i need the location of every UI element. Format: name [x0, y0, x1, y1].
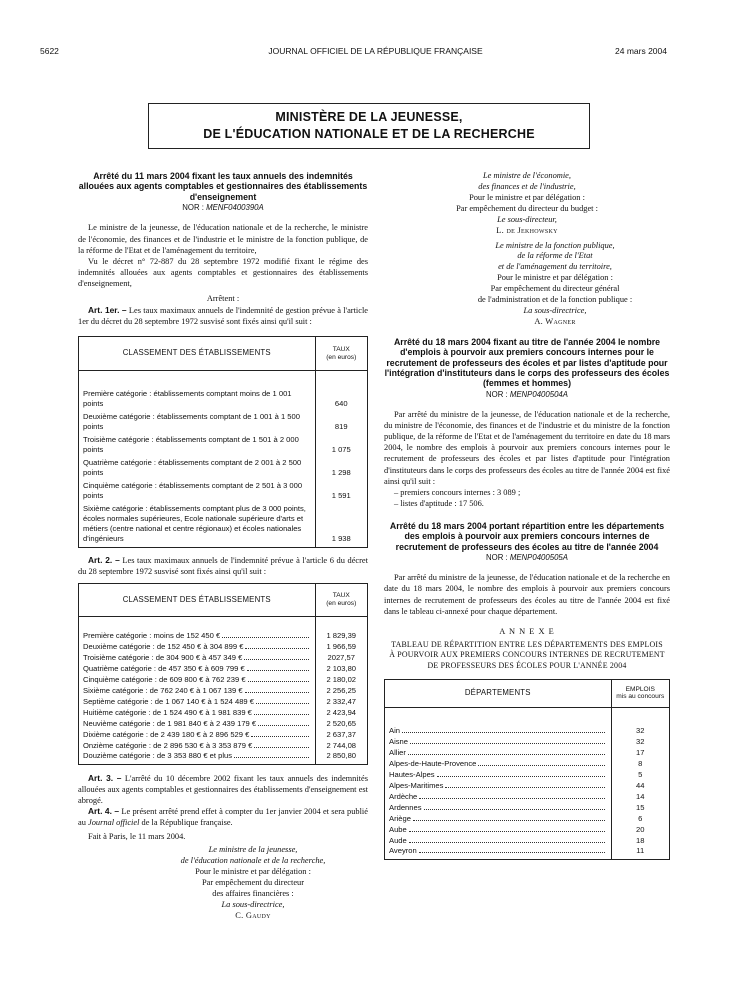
row-label: Dixième catégorie : de 2 439 180 € à 2 896 529 €: [83, 729, 250, 739]
table-row: [385, 802, 669, 813]
journal-title: JOURNAL OFFICIEL DE LA RÉPUBLIQUE FRANÇAISE: [268, 46, 483, 56]
ministry-heading: [148, 103, 590, 149]
row-label: Aisne: [389, 736, 408, 746]
row-label-cell: [385, 824, 611, 835]
signature-block-3: [384, 241, 670, 328]
row-label-cell: [79, 455, 315, 478]
row-label: Onzième catégorie : de 2 896 530 € à 3 353 879 €: [83, 740, 253, 750]
arrete-2-list: [384, 487, 670, 509]
row-label: Deuxième catégorie : établissements comptant de 1 001 à 1 500 points: [83, 411, 300, 431]
dot-leader: [410, 743, 605, 744]
row-label: Sixième catégorie : de 762 240 € à 1 067 139 €: [83, 685, 243, 695]
table-row: [79, 685, 367, 696]
row-label-cell: [79, 641, 315, 652]
row-value: 2 256,25: [326, 685, 357, 695]
row-value: 819: [334, 421, 348, 431]
signature-line: Le ministre de l'économie,: [482, 171, 571, 180]
arrete-2-nor: [384, 390, 670, 400]
nor-label: NOR :: [182, 203, 207, 213]
dot-leader: [256, 703, 309, 704]
signature-line: Le sous-directeur,: [497, 214, 557, 224]
table-1-header-taux: [315, 337, 367, 370]
dot-leader: [409, 831, 605, 832]
fait-a-paris: Fait à Paris, le 11 mars 2004.: [88, 832, 186, 842]
page-number: 5622: [40, 46, 59, 56]
table-row: [79, 455, 367, 478]
list-item-listes: – listes d'aptitude : 17 506.: [394, 498, 484, 508]
nor-code: MENF0400390A: [206, 203, 264, 213]
signature-line: de la réforme de l'Etat: [517, 251, 593, 261]
rates-table-1-grid: [79, 337, 367, 547]
rates-table-2-grid: [79, 584, 367, 764]
row-label-cell: [385, 780, 611, 791]
taux-unit: (en euros): [326, 599, 357, 607]
row-label: Cinquième catégorie : de 609 800 € à 762 239 €: [83, 674, 246, 684]
table-row: [79, 432, 367, 455]
row-label: Hautes-Alpes: [389, 769, 435, 779]
table-1-header-classement: CLASSEMENT DES ÉTABLISSEMENTS: [79, 337, 315, 370]
row-label-cell: [385, 813, 611, 824]
row-label: Ardèche: [389, 791, 418, 801]
article-4-journal: Journal officiel: [88, 818, 140, 828]
row-value: 6: [638, 813, 643, 823]
dot-leader: [254, 747, 308, 748]
row-label-cell: [385, 758, 611, 769]
nor-code: MENP0400504A: [509, 389, 568, 399]
right-column: [384, 171, 670, 860]
dot-leader: [419, 852, 605, 853]
row-label-cell: [385, 846, 611, 859]
taux-unit: (en euros): [326, 353, 357, 361]
issue-date: 24 mars 2004: [615, 46, 667, 56]
row-label: Alpes-Maritimes: [389, 780, 444, 790]
row-value: 1 829,39: [326, 630, 357, 640]
row-value: 2 423,94: [326, 707, 357, 717]
article-4-text-b: de la République française.: [139, 818, 233, 828]
row-label: Quatrième catégorie : de 457 350 € à 609 799 €: [83, 663, 245, 673]
table-row: [79, 663, 367, 674]
row-label-cell: [385, 736, 611, 747]
signature-line: C. Gaudy: [235, 910, 271, 920]
row-label-cell: [79, 685, 315, 696]
table-row: [385, 824, 669, 835]
article-4-text-a: Le présent arrêté prend effet à compter du 1er janvier 2004 et sera publié au: [78, 806, 368, 828]
table-row: [79, 707, 367, 718]
row-value: 2 332,47: [326, 696, 357, 706]
row-label-cell: [385, 769, 611, 780]
dot-leader: [445, 787, 604, 788]
dot-leader: [244, 659, 308, 660]
row-value: 1 298: [331, 467, 351, 477]
table-row: [79, 696, 367, 707]
row-value: 44: [636, 780, 645, 790]
row-value: 1 966,59: [326, 641, 357, 651]
row-label-cell: [79, 501, 315, 547]
signature-line: des finances et de l'industrie,: [478, 181, 576, 191]
table-row: [79, 652, 367, 663]
table-row: [385, 835, 669, 846]
taux-label: TAUX: [332, 592, 350, 600]
row-label-cell: [385, 747, 611, 758]
signature-line: Le ministre de la jeunesse,: [208, 845, 298, 855]
row-label: Deuxième catégorie : de 152 450 € à 304 899 €: [83, 641, 244, 651]
article-2-text: Les taux maximaux annuels de l'indemnité prévue à l'article 6 du décret du 28 septembre 1972 susvisé sont fixés ainsi qu'il suit :: [78, 555, 368, 577]
table-row: [385, 707, 669, 736]
row-label: Troisième catégorie : de 304 900 € à 457 349 €: [83, 652, 243, 662]
article-4-label: Art. 4. –: [88, 805, 120, 816]
row-label: Aube: [389, 824, 407, 834]
row-label-cell: [79, 718, 315, 729]
arretent: Arrêtent :: [206, 293, 240, 303]
emplois-label: EMPLOIS: [625, 685, 655, 693]
row-label-cell: [79, 729, 315, 740]
table-row: [79, 409, 367, 432]
nor-label: NOR :: [486, 553, 510, 563]
row-value: 2 744,08: [326, 740, 357, 750]
row-label: Ain: [389, 725, 400, 735]
row-label-cell: [79, 696, 315, 707]
signature-line: de l'administration et de la fonction publique :: [477, 295, 633, 305]
dot-leader: [248, 681, 309, 682]
row-value: 32: [636, 725, 645, 735]
dot-leader: [437, 776, 605, 777]
article-2-label: Art. 2. –: [88, 554, 120, 565]
table-row: [79, 616, 367, 641]
row-label: Ariège: [389, 813, 411, 823]
emplois-unit: mis au concours: [616, 693, 665, 701]
row-value: 20: [636, 824, 645, 834]
table-row: [79, 370, 367, 409]
row-value: 2 520,65: [326, 718, 357, 728]
row-label: Ardennes: [389, 802, 422, 812]
row-value: 2 850,80: [326, 750, 357, 760]
row-value: 2027,57: [327, 652, 355, 662]
row-label: Première catégorie : établissements comptant moins de 1 001 points: [83, 388, 292, 408]
signature-line: Pour le ministre et par délégation :: [497, 273, 613, 283]
row-value: 17: [636, 747, 645, 757]
dot-leader: [245, 692, 309, 693]
row-label-cell: [79, 616, 315, 641]
row-value: 1 591: [331, 490, 351, 500]
signature-line: Par empêchement du directeur: [201, 878, 305, 888]
article-3: [78, 773, 368, 806]
dot-leader: [413, 820, 605, 821]
table-row: [385, 769, 669, 780]
dot-leader: [234, 757, 308, 758]
table-3-header-departements: DÉPARTEMENTS: [385, 680, 611, 707]
row-value: 11: [636, 845, 645, 855]
row-label: Huitième catégorie : de 1 524 490 € à 1 981 839 €: [83, 707, 252, 717]
signature-block-2: [384, 171, 670, 237]
row-value: 8: [638, 758, 643, 768]
annexe-table-title: TABLEAU DE RÉPARTITION ENTRE LES DÉPARTEMENTS DES EMPLOIS À POURVOIR AUX PREMIERS CONCOURS INTERNES DE RECRUTEMENT DE PROFESSEURS DES ÉCOLES POUR L'ANNÉE 2004: [389, 639, 665, 670]
dot-leader: [409, 842, 605, 843]
table-row: [385, 846, 669, 859]
row-value: 2 637,37: [326, 729, 357, 739]
arrete-1-title: Arrêté du 11 mars 2004 fixant les taux annuels des indemnités allouées aux agents comptables et gestionnaires des établissements d'enseignement: [78, 171, 368, 202]
dot-leader: [408, 754, 605, 755]
table-row: [79, 674, 367, 685]
rates-table-1: [78, 336, 368, 548]
table-2-header-taux: [315, 584, 367, 616]
table-2-header-classement: CLASSEMENT DES ÉTABLISSEMENTS: [79, 584, 315, 616]
row-label-cell: [79, 674, 315, 685]
signature-line: et de l'aménagement du territoire,: [498, 262, 612, 272]
arrete-1-nor: [78, 203, 368, 213]
article-4: [78, 806, 368, 828]
row-value: 32: [636, 736, 645, 746]
table-row: [385, 736, 669, 747]
row-label: Septième catégorie : de 1 067 140 € à 1 524 489 €: [83, 696, 254, 706]
row-label: Aveyron: [389, 845, 417, 855]
row-label: Alpes-de-Haute-Provence: [389, 758, 477, 768]
dot-leader: [247, 670, 309, 671]
arrete-2-title: Arrêté du 18 mars 2004 fixant au titre de l'année 2004 le nombre d'emplois à pourvoir aux premiers concours internes pour le recrutement de professeurs des écoles et par listes d'aptitude pour l'intégration d'instituteurs dans le corps des professeurs des écoles (femmes et hommes): [384, 336, 670, 389]
table-row: [385, 780, 669, 791]
row-label-cell: [79, 432, 315, 455]
annexe-heading: A N N E X E: [499, 626, 555, 636]
article-1-label: Art. 1er. –: [88, 305, 127, 316]
table-row: [385, 758, 669, 769]
signature-block-1: [78, 845, 368, 921]
row-label-cell: [79, 707, 315, 718]
signature-line: Pour le ministre et par délégation :: [469, 192, 585, 202]
nor-label: NOR :: [486, 389, 510, 399]
article-3-text: L'arrêté du 10 décembre 2002 fixant les taux annuels des indemnités allouées aux agents comptables et gestionnaires des établissements d'enseignement est abrogé.: [78, 773, 368, 805]
arrete-3-title: Arrêté du 18 mars 2004 portant répartition entre les départements des emplois à pourvoir aux premiers concours internes de recrutement de professeurs des écoles au titre de l'année 2004: [389, 520, 665, 552]
signature-line: La sous-directrice,: [221, 899, 285, 909]
article-2: [78, 555, 368, 577]
table-row: [79, 729, 367, 740]
table-row: [79, 501, 367, 547]
ministry-line-2: DE L'ÉDUCATION NATIONALE ET DE LA RECHERCHE: [203, 127, 535, 141]
row-value: 1 075: [331, 444, 351, 454]
left-column: [78, 171, 368, 922]
row-label: Quatrième catégorie : établissements comptant de 2 001 à 2 500 points: [83, 457, 302, 477]
signature-line: Par empêchement du directeur du budget :: [456, 203, 598, 213]
arrete-1-preamble: Le ministre de la jeunesse, de l'éducation nationale et de la recherche, le ministre de l'économie, des finances et de l'industrie et le ministre de la fonction publique, de la réforme de l'Etat et de l'aménagement du territoire,: [78, 223, 368, 255]
table-row: [79, 751, 367, 764]
departments-table: [384, 679, 670, 860]
table-row: [79, 740, 367, 751]
row-label: Cinquième catégorie : établissements comptant de 2 501 à 3 000 points: [83, 480, 303, 500]
row-value: 18: [636, 835, 645, 845]
dot-leader: [245, 648, 308, 649]
article-1-text: Les taux maximaux annuels de l'indemnité de gestion prévue à l'article 1er du décret du 28 septembre 1972 susvisé sont fixés ainsi qu'il suit :: [78, 306, 368, 327]
table-row: [79, 478, 367, 501]
row-label: Neuvième catégorie : de 1 981 840 € à 2 439 179 €: [83, 718, 257, 728]
signature-line: Par empêchement du directeur général: [490, 284, 620, 294]
row-label-cell: [79, 370, 315, 409]
dot-leader: [251, 736, 308, 737]
table-row: [385, 813, 669, 824]
row-value: 1 938: [331, 533, 351, 543]
row-value: 640: [334, 398, 348, 408]
row-value: 14: [636, 791, 645, 801]
article-1: [78, 305, 368, 327]
row-label: Troisième catégorie : établissements comptant de 1 501 à 2 000 points: [83, 434, 299, 454]
dot-leader: [478, 765, 604, 766]
row-value: 2 180,02: [326, 674, 357, 684]
row-label: Sixième catégorie : établissements comptant plus de 3 000 points, écoles normales supérieures, Ecole nationale supérieure d'arts et métiers (centre national et centre régionaux) et écoles nationales d'ingénieurs: [83, 503, 306, 543]
taux-label: TAUX: [332, 345, 350, 353]
row-label-cell: [385, 707, 611, 736]
dot-leader: [258, 725, 308, 726]
table-row: [385, 747, 669, 758]
table-3-header-emplois: [611, 680, 669, 707]
row-label-cell: [79, 409, 315, 432]
arrete-1-vu: Vu le décret n° 72-887 du 28 septembre 1972 modifié fixant le régime des indemnités allouées aux agents comptables et gestionnaires des établissements d'enseignement,: [78, 256, 368, 288]
row-value: 5: [638, 769, 643, 779]
nor-code: MENP0400505A: [509, 553, 568, 563]
signature-line: A. Wagner: [534, 316, 576, 326]
signature-line: Le ministre de la fonction publique,: [495, 240, 615, 250]
dot-leader: [402, 732, 605, 733]
departments-table-grid: [385, 680, 669, 859]
dot-leader: [419, 798, 604, 799]
row-label: Allier: [389, 747, 406, 757]
row-label-cell: [385, 791, 611, 802]
row-label: Aude: [389, 835, 407, 845]
arrete-3-nor: [384, 553, 670, 563]
row-label: Première catégorie : moins de 152 450 €: [83, 630, 221, 640]
row-label-cell: [79, 751, 315, 764]
dot-leader: [254, 714, 309, 715]
dot-leader: [424, 809, 605, 810]
arrete-3-text: Par arrêté du ministre de la jeunesse, de l'éducation nationale et de la recherche en date du 18 mars 2004, le nombre des emplois à pourvoir aux premiers concours internes de recrutement de professeurs des écoles au titre de l'année 2004 est fixé dans le tableau ci-annexé pour chaque département.: [384, 573, 670, 616]
signature-line: La sous-directrice,: [523, 306, 587, 316]
signature-line: Pour le ministre et par délégation :: [195, 867, 311, 877]
signature-line: des affaires financières :: [212, 888, 294, 898]
row-label-cell: [385, 835, 611, 846]
row-label-cell: [79, 652, 315, 663]
table-row: [79, 641, 367, 652]
arrete-2-text: Par arrêté du ministre de la jeunesse, de l'éducation nationale et de la recherche, du ministre de l'économie, des finances et de l'industrie et du ministre de la fonction publique, de la réforme de l'Etat et de l'aménagement du territoire en date du 18 mars 2004, le nombre des emplois à pourvoir aux premiers concours internes pour le recrutement de professeurs des écoles et par listes d'aptitude pour l'intégration d'instituteurs dans le corps des professeurs des écoles au titre de l'année 2004 est fixé ainsi qu'il suit :: [384, 410, 670, 486]
list-item-concours: – premiers concours internes : 3 089 ;: [394, 487, 521, 497]
ministry-line-1: MINISTÈRE DE LA JEUNESSE,: [275, 110, 463, 124]
signature-line: de l'éducation nationale et de la recherche,: [180, 856, 326, 866]
article-3-label: Art. 3. –: [88, 772, 122, 783]
row-label-cell: [79, 663, 315, 674]
row-value: 2 103,80: [326, 663, 357, 673]
table-row: [385, 791, 669, 802]
signature-line: L. de Jekhowsky: [496, 225, 558, 235]
row-label: Douzième catégorie : de 3 353 880 € et plus: [83, 750, 233, 760]
rates-table-2: [78, 583, 368, 765]
row-label-cell: [79, 478, 315, 501]
row-label-cell: [385, 802, 611, 813]
row-label-cell: [79, 740, 315, 751]
table-row: [79, 718, 367, 729]
row-value: 15: [636, 802, 645, 812]
dot-leader: [222, 637, 308, 638]
